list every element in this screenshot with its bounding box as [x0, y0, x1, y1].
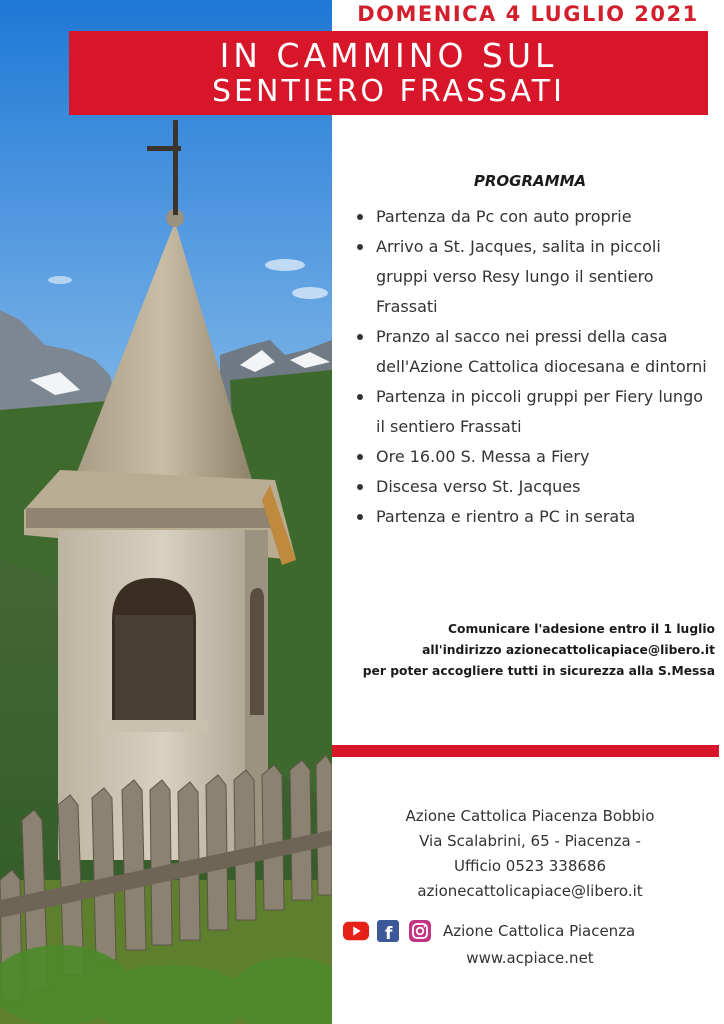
bullet-icon — [357, 394, 363, 400]
program-item — [354, 382, 714, 442]
office-phone: Ufficio 0523 338686 — [453, 857, 607, 875]
program-item — [354, 322, 714, 382]
program-item-text: Partenza e rientro a PC in serata — [376, 507, 636, 526]
program-item-text: Pranzo al sacco nei pressi della casa dell'Azione Cattolica diocesana e dintorni — [376, 327, 707, 376]
program-item — [354, 442, 714, 472]
social-row — [343, 918, 635, 944]
social-name: Azione Cattolica Piacenza — [443, 922, 636, 940]
notice-line-2: all'indirizzo azionecattolicapiace@libero.it — [422, 643, 715, 657]
program-item — [354, 202, 714, 232]
bullet-icon — [357, 334, 363, 340]
event-date: DOMENICA 4 LUGLIO 2021 — [357, 2, 699, 26]
title-line-2: SENTIERO FRASSATI — [212, 74, 565, 109]
program-item — [354, 472, 714, 502]
bullet-icon — [357, 454, 363, 460]
program-item-text: Arrivo a St. Jacques, salita in piccoli gruppi verso Resy lungo il sentiero Frassati — [376, 237, 661, 316]
red-divider — [332, 745, 719, 757]
program-title: PROGRAMMA — [473, 172, 587, 190]
registration-notice — [332, 619, 715, 682]
svg-text:f: f — [385, 924, 393, 942]
address: Via Scalabrini, 65 - Piacenza - — [419, 832, 641, 850]
facebook-icon[interactable] — [375, 919, 401, 943]
youtube-icon[interactable] — [343, 919, 369, 943]
bullet-icon — [357, 214, 363, 220]
instagram-icon[interactable] — [407, 919, 433, 943]
program-list — [354, 202, 714, 532]
org-name: Azione Cattolica Piacenza Bobbio — [405, 807, 655, 825]
title-banner — [69, 31, 708, 115]
program-item-text: Partenza in piccoli gruppi per Fiery lungo il sentiero Frassati — [376, 387, 704, 436]
bullet-icon — [357, 514, 363, 520]
program-item — [354, 502, 714, 532]
contact-block — [332, 804, 724, 904]
program-item-text: Discesa verso St. Jacques — [376, 477, 581, 496]
website-link[interactable]: www.acpiace.net — [466, 949, 594, 967]
bullet-icon — [357, 244, 363, 250]
bell-tower-photo — [0, 0, 332, 1024]
title-line-1: IN CAMMINO SUL — [219, 36, 558, 75]
program-item-text: Ore 16.00 S. Messa a Fiery — [376, 447, 590, 466]
email-link[interactable]: azionecattolicapiace@libero.it — [417, 882, 643, 900]
notice-line-3: per poter accogliere tutti in sicurezza alla S.Messa — [362, 664, 715, 678]
bullet-icon — [357, 484, 363, 490]
notice-line-1: Comunicare l'adesione entro il 1 luglio — [447, 622, 715, 636]
program-item-text: Partenza da Pc con auto proprie — [376, 207, 632, 226]
program-item — [354, 232, 714, 322]
